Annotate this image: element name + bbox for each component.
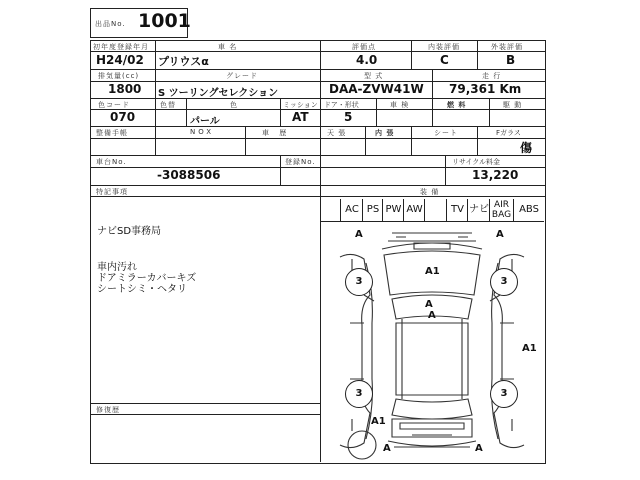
- int-label: 内装評価: [428, 43, 460, 51]
- history-label: 車 歴: [262, 129, 291, 137]
- color-code-label: 色コード: [98, 101, 130, 109]
- wheel-rr-mark: 3: [490, 380, 518, 408]
- ext-label: 外装評価: [491, 43, 523, 51]
- equip-ps: PS: [362, 199, 383, 221]
- manual-label: 整備手帳: [96, 129, 128, 137]
- fglass-label: Fガラス: [496, 129, 521, 137]
- recycle-label: リサイクル料金: [452, 158, 501, 166]
- recycle-value: 13,220: [472, 168, 519, 182]
- drive-label: 駆 動: [503, 101, 523, 109]
- mark-right-side: A1: [522, 343, 537, 354]
- wheel-fl-mark: 3: [345, 268, 373, 296]
- color-label: 色: [230, 101, 238, 109]
- mark-windshield: A: [428, 310, 436, 321]
- inspection-label: 車 検: [390, 101, 410, 109]
- lot-label: 出品No.: [95, 20, 126, 28]
- model-value: DAA-ZVW41W: [329, 82, 424, 96]
- ext-value: B: [506, 53, 516, 67]
- equip-blank: [424, 199, 447, 221]
- mark-front-right: A: [496, 229, 504, 240]
- equip-abs: ABS: [513, 199, 544, 221]
- mission-label: ミッション: [283, 101, 318, 109]
- nox-label: NOX: [190, 128, 215, 136]
- note-line: ドアミラーカバーキズ: [97, 273, 197, 284]
- mileage-label: 走 行: [482, 72, 502, 80]
- roof-label: 天 張: [327, 129, 347, 137]
- equip-navi: ナビ: [467, 199, 490, 221]
- grade-label: グレード: [226, 72, 258, 80]
- chassis-label: 車台No.: [96, 158, 127, 166]
- equip-pw: PW: [382, 199, 404, 221]
- mark-hood: A1: [425, 266, 440, 277]
- equip-aw: AW: [403, 199, 425, 221]
- equip-tv: TV: [446, 199, 468, 221]
- color-value: パール: [190, 116, 220, 127]
- equipment-label: 装 備: [420, 188, 440, 196]
- reg-label: 初年度登録年月: [93, 43, 149, 51]
- doors-label: ドア・形状: [324, 101, 359, 109]
- mark-rear-right: A: [475, 443, 483, 454]
- lot-number: 1001: [138, 10, 191, 32]
- reg-value: H24/02: [96, 53, 144, 67]
- note-line: ナビSD事務局: [97, 226, 162, 237]
- cc-label: 排気量(cc): [98, 72, 140, 80]
- note-line: 車内汚れ: [97, 262, 137, 273]
- note-line: シートシミ・ヘタリ: [97, 284, 187, 295]
- equip-ac: AC: [340, 199, 363, 221]
- car-diagram: [322, 223, 542, 461]
- fuel-label: 燃 料: [447, 101, 467, 109]
- notes-label: 特記事項: [96, 188, 128, 196]
- interior-label: 内 張: [375, 129, 395, 137]
- int-value: C: [440, 53, 449, 67]
- color-code-value: 070: [110, 110, 136, 124]
- name-value: プリウスα: [158, 55, 209, 68]
- mark-front-left: A: [355, 229, 363, 240]
- wheel-fr-mark: 3: [490, 268, 518, 296]
- mark-roof: A: [425, 299, 433, 310]
- name-label: 車 名: [218, 43, 238, 51]
- color-type-label: 色替: [160, 101, 176, 109]
- regno-label: 登録No.: [285, 158, 316, 166]
- repair-label: 修復歴: [96, 406, 120, 414]
- equipment-grid: [340, 199, 544, 221]
- seat-label: シート: [434, 129, 458, 137]
- wheel-rl-mark: 3: [345, 380, 373, 408]
- doors-value: 5: [344, 110, 353, 124]
- mileage-value: 79,361 Km: [449, 82, 522, 96]
- score-label: 評価点: [352, 43, 376, 51]
- grade-value: S ツーリングセレクション: [158, 88, 279, 99]
- chassis-value: -3088506: [157, 168, 221, 182]
- equip-airbag: AIR BAG: [489, 199, 513, 221]
- mission-value: AT: [292, 110, 309, 124]
- cc-value: 1800: [108, 82, 142, 96]
- fglass-value: 傷: [520, 141, 533, 155]
- score-value: 4.0: [356, 53, 378, 67]
- mark-rear-left: A: [383, 443, 391, 454]
- model-label: 型 式: [364, 72, 384, 80]
- mark-rear-bumper: A1: [371, 416, 386, 427]
